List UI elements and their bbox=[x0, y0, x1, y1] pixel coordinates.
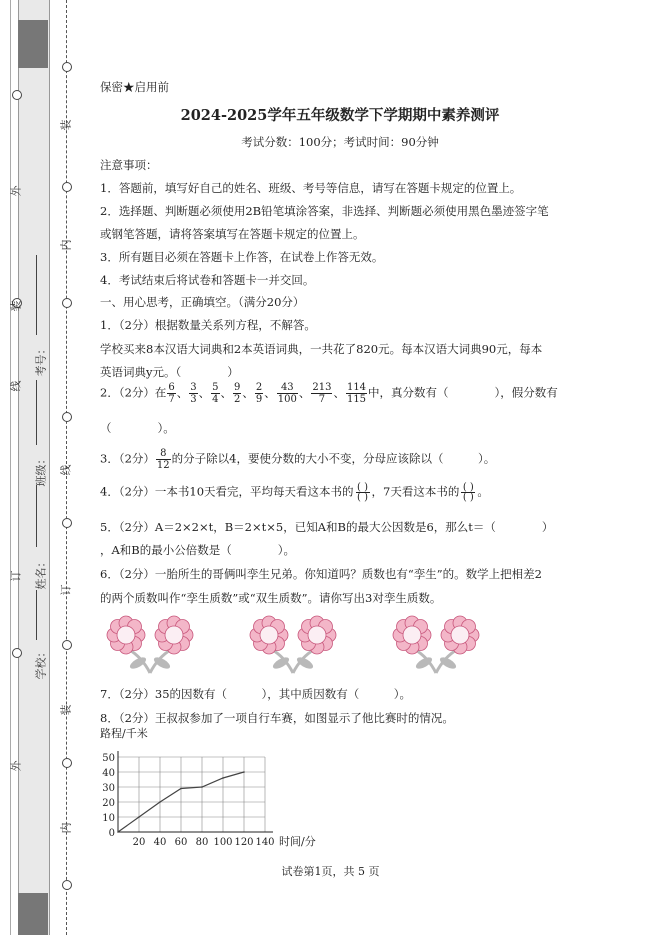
fraction: $\frac{5}{4}$ bbox=[212, 382, 219, 405]
question-4-end: 。 bbox=[477, 484, 489, 499]
binding-hole bbox=[62, 880, 72, 890]
question-2-prefix: 2．（2分）在 bbox=[100, 385, 167, 400]
x-tick-label: 60 bbox=[174, 837, 188, 848]
twin-flower-illustration bbox=[102, 615, 198, 675]
question-4-blank-fraction[interactable]: $\frac{( )}{( )}$ bbox=[462, 482, 474, 503]
binding-hole bbox=[62, 640, 72, 650]
note-item: 1．答题前，填写好自己的姓名、班级、考号等信息，请写在答题卡规定的位置上。 bbox=[100, 181, 522, 195]
binding-hole bbox=[62, 412, 72, 422]
data-point bbox=[243, 771, 245, 773]
data-point bbox=[222, 777, 224, 779]
page-footer: 试卷第1页，共 5 页 bbox=[281, 865, 380, 878]
flower-center bbox=[403, 626, 421, 644]
note-item: 3．所有题目必须在答题卡上作答，在试卷上作答无效。 bbox=[100, 250, 384, 264]
school-line[interactable] bbox=[36, 590, 37, 640]
name-line[interactable] bbox=[36, 485, 37, 547]
name-label: 姓名： bbox=[34, 556, 48, 590]
question-5-line2: ，A和B的最小公倍数是（ ）。 bbox=[100, 543, 296, 557]
y-tick-label: 50 bbox=[102, 753, 115, 764]
section-heading: 一、用心思考，正确填空。（满分20分） bbox=[100, 295, 305, 309]
question-2-fractions: $\frac{6}{7}$ 、 $\frac{3}{3}$ 、 $\frac{5}{4}$ 、 $\frac{9}{2}$ 、 $\frac{2}{9}$ 、 $\frac{43}{100}$ 、 $\frac{213}{7}$ 、 $\frac{114}{115}$ bbox=[168, 382, 367, 405]
x-tick-label: 80 bbox=[195, 837, 209, 848]
x-tick-label: 20 bbox=[132, 837, 146, 848]
flower-center bbox=[308, 626, 326, 644]
binding-label: 内 bbox=[59, 822, 73, 834]
question-4-prefix: 4．（2分）一本书10天看完，平均每天看这本书的 bbox=[100, 484, 354, 499]
x-tick-label: 100 bbox=[213, 837, 233, 848]
flower-icon bbox=[245, 615, 341, 675]
question-3-fraction: $\frac{8}{12}$ bbox=[156, 448, 170, 471]
distance-time-chart bbox=[100, 727, 340, 856]
twin-flower-illustration bbox=[388, 615, 484, 675]
question-8-line: 8．（2分）王叔叔参加了一项自行车赛，如图显示了他比赛时的情况。 bbox=[100, 711, 454, 725]
binding-label: 装 bbox=[9, 300, 23, 312]
binding-hole bbox=[62, 298, 72, 308]
data-point bbox=[159, 801, 161, 803]
binding-label: 内 bbox=[59, 239, 73, 251]
binding-label: 线 bbox=[59, 464, 73, 476]
question-1-line3: 英语词典y元。（ ） bbox=[100, 365, 239, 379]
exam-number-line[interactable] bbox=[36, 255, 37, 335]
data-point bbox=[117, 831, 119, 833]
confidential-mark: 保密★启用前 bbox=[100, 80, 169, 94]
x-tick-label: 40 bbox=[153, 837, 167, 848]
y-axis-label: 路程/千米 bbox=[100, 727, 148, 740]
question-6-line1: 6．（2分）一胎所生的哥俩叫孪生兄弟。你知道吗？质数也有“孪生”的。数学上把相差2 bbox=[100, 567, 542, 581]
binding-strip-dark-top bbox=[18, 20, 48, 68]
question-1-line2: 学校买来8本汉语大词典和2本英语词典，一共花了820元。每本汉语大词典90元，每本 bbox=[100, 342, 543, 356]
note-item: 2．选择题、判断题必须使用2B铅笔填涂答案，非选择、判断题必须使用黑色墨迹签字笔 bbox=[100, 204, 549, 218]
question-2-suffix: 中，真分数有（ ），假分数有 bbox=[368, 385, 558, 400]
binding-hole bbox=[62, 182, 72, 192]
question-4-middle: ，7天看这本书的 bbox=[371, 484, 460, 499]
data-point bbox=[138, 816, 140, 818]
flower-center bbox=[451, 626, 469, 644]
fraction: $\frac{114}{115}$ bbox=[346, 382, 367, 405]
binding-hole bbox=[12, 90, 22, 100]
x-tick-label: 140 bbox=[255, 837, 275, 848]
fraction: $\frac{3}{3}$ bbox=[190, 382, 197, 405]
flower-center bbox=[260, 626, 278, 644]
data-point bbox=[180, 788, 182, 790]
question-3-prefix: 3．（2分） bbox=[100, 451, 155, 466]
fraction: $\frac{2}{9}$ bbox=[255, 382, 263, 405]
question-6-line2: 的两个质数叫作“孪生质数”或“双生质数”。请你写出3对孪生质数。 bbox=[100, 591, 442, 605]
binding-hole bbox=[12, 648, 22, 658]
x-tick-label: 120 bbox=[234, 837, 254, 848]
y-tick-label: 40 bbox=[102, 768, 115, 779]
question-1-line1: 1．（2分）根据数量关系列方程，不解答。 bbox=[100, 318, 316, 332]
fraction: $\frac{213}{7}$ bbox=[312, 382, 332, 405]
question-4-blank-fraction[interactable]: $\frac{( )}{( )}$ bbox=[357, 482, 368, 503]
binding-label: 装 bbox=[59, 119, 73, 131]
notes-heading: 注意事项： bbox=[100, 158, 158, 172]
question-2-line2: （ ）。 bbox=[100, 421, 175, 435]
note-item: 或钢笔答题，请将答案填写在答题卡规定的位置上。 bbox=[100, 227, 365, 241]
y-tick-label: 30 bbox=[102, 783, 115, 794]
binding-hole bbox=[62, 518, 72, 528]
question-4-line bbox=[100, 483, 489, 502]
binding-label: 外 bbox=[9, 185, 23, 197]
binding-label: 线 bbox=[9, 380, 23, 392]
binding-strip-dark-bottom bbox=[18, 893, 48, 935]
question-5-line1: 5．（2分）A＝2×2×t，B＝2×t×5，已知A和B的最大公因数是6，那么t＝（ ） bbox=[100, 520, 554, 534]
page-title: 2024-2025学年五年级数学下学期期中素养测评 bbox=[180, 107, 500, 124]
binding-label: 订 bbox=[9, 570, 23, 582]
binding-label: 订 bbox=[59, 584, 73, 596]
fraction: $\frac{6}{7}$ bbox=[168, 382, 175, 405]
strip-edge-line bbox=[10, 0, 11, 935]
question-7-line: 7．（2分）35的因数有（ ），其中质因数有（ ）。 bbox=[100, 687, 412, 701]
exam-info: 考试分数：100分；考试时间：90分钟 bbox=[241, 135, 439, 149]
y-tick-label: 0 bbox=[108, 828, 115, 839]
line-chart-svg bbox=[100, 727, 340, 852]
binding-hole bbox=[62, 62, 72, 72]
binding-label: 装 bbox=[59, 704, 73, 716]
class-label: 班级： bbox=[34, 453, 48, 487]
y-tick-label: 10 bbox=[102, 813, 115, 824]
binding-hole bbox=[62, 758, 72, 768]
note-item: 4．考试结束后将试卷和答题卡一并交回。 bbox=[100, 273, 315, 287]
flower-icon bbox=[102, 615, 198, 675]
flower-center bbox=[117, 626, 135, 644]
question-3-line bbox=[100, 448, 495, 471]
binding-label: 外 bbox=[9, 760, 23, 772]
question-2-line1 bbox=[100, 382, 558, 405]
flower-center bbox=[165, 626, 183, 644]
exam-number-label: 考号： bbox=[34, 343, 48, 377]
flower-icon bbox=[388, 615, 484, 675]
y-tick-label: 20 bbox=[102, 798, 115, 809]
data-point bbox=[201, 786, 203, 788]
fraction: $\frac{43}{100}$ bbox=[277, 382, 297, 405]
question-3-suffix: 的分子除以4，要使分数的大小不变，分母应该除以（ ）。 bbox=[171, 451, 496, 466]
class-line[interactable] bbox=[36, 380, 37, 445]
fraction: $\frac{9}{2}$ bbox=[234, 382, 241, 405]
twin-flower-illustration bbox=[245, 615, 341, 675]
x-axis-label: 时间/分 bbox=[279, 835, 316, 848]
school-label: 学校： bbox=[34, 646, 48, 680]
